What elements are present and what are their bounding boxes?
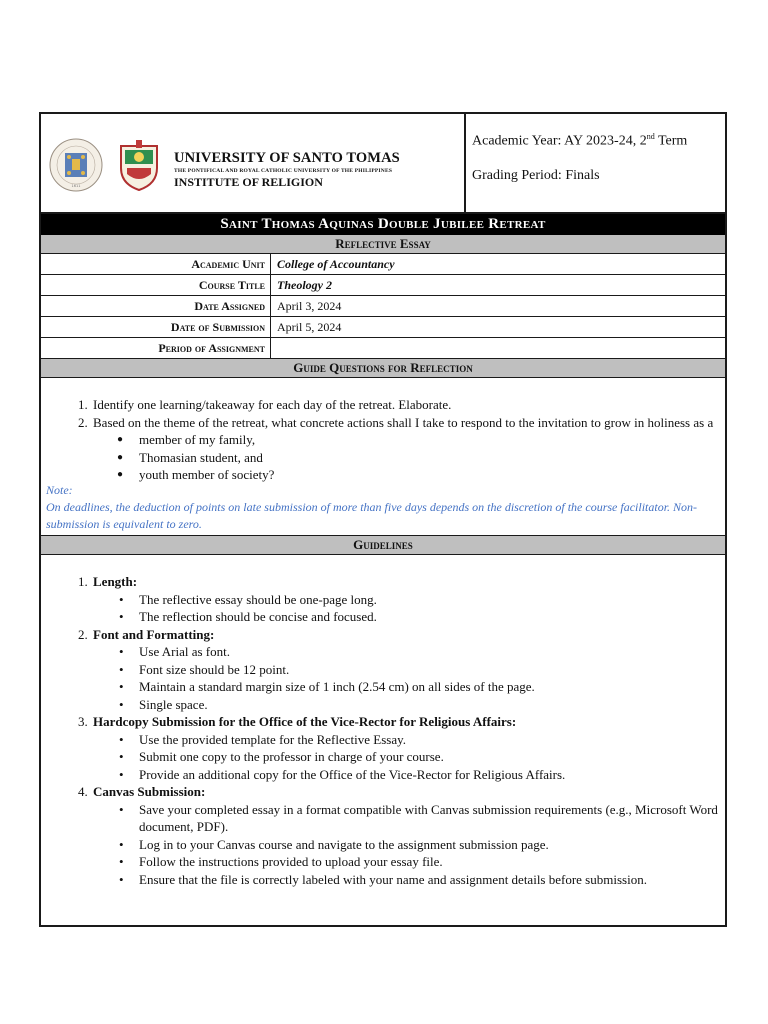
- list-item: • Single space.: [139, 696, 725, 714]
- note-text: On deadlines, the deduction of points on late submission of more than five days depends on the discretion of the course facilitator. Non-submission is equivalent to zero.: [46, 500, 698, 531]
- field-row-date-of-submission: [41, 317, 725, 338]
- essay-subtitle: Reflective Essay: [41, 235, 725, 254]
- field-value: Theology 2: [277, 278, 332, 292]
- field-label: Course Title: [41, 275, 271, 295]
- info-table: [41, 254, 725, 359]
- list-item: • Submit one copy to the professor in charge of your course.: [139, 748, 725, 766]
- header-period-info: [466, 114, 725, 212]
- list-item: • Provide an additional copy for the Office of the Vice-Rector for Religious Affairs.: [139, 766, 725, 784]
- document-form: [39, 112, 727, 927]
- field-value: College of Accountancy: [277, 257, 395, 271]
- header: [41, 114, 725, 214]
- list-item: 2. Based on the theme of the retreat, what concrete actions shall I take to respond to the invitation to grow in holiness as a ● member of my family, ● Thomasian student, and ● youth member of society?: [91, 414, 725, 484]
- list-item: ● youth member of society?: [139, 466, 725, 484]
- list-item: • Log in to your Canvas course and navigate to the assignment submission page.: [139, 836, 725, 854]
- header-branding: [41, 114, 466, 212]
- list-item: 2. Font and Formatting: • Use Arial as font. • Font size should be 12 point. • Maintain a standard margin size of 1 inch (2.54 cm) on all sides of the page. • Single space.: [91, 626, 725, 714]
- list-item: • Maintain a standard margin size of 1 inch (2.54 cm) on all sides of the page.: [139, 678, 725, 696]
- guidelines-heading: Guidelines: [41, 535, 725, 555]
- guide-questions-heading: Guide Questions for Reflection: [41, 359, 725, 378]
- university-name: UNIVERSITY OF SANTO TOMAS: [174, 150, 400, 166]
- list-item: 3. Hardcopy Submission for the Office of the Vice-Rector for Religious Affairs: • Use the provided template for the Reflective Essay. • Submit one copy to the professor in charge of your course. • Provide an additional copy for the Office of the Vice-Rector for Religious Affairs.: [91, 713, 725, 783]
- list-item: 1. Identify one learning/takeaway for each day of the retreat. Elaborate.: [91, 396, 725, 414]
- guidelines-section: [41, 555, 725, 888]
- university-subtitle: THE PONTIFICAL AND ROYAL CATHOLIC UNIVERSITY OF THE PHILIPPINES: [174, 168, 393, 174]
- field-value: April 3, 2024: [277, 299, 342, 313]
- list-item: • Save your completed essay in a format compatible with Canvas submission requirements (e.g., Microsoft Word document, PDF).: [139, 801, 725, 836]
- field-label: Period of Assignment: [41, 338, 271, 358]
- institute-crest-logo: [117, 138, 161, 192]
- list-item: 1. Length: • The reflective essay should be one-page long. • The reflection should be concise and focused.: [91, 573, 725, 626]
- list-item: • Font size should be 12 point.: [139, 661, 725, 679]
- list-item: • Use the provided template for the Reflective Essay.: [139, 731, 725, 749]
- university-seal-logo: [49, 138, 103, 192]
- field-label: Date of Submission: [41, 317, 271, 337]
- list-item: • Ensure that the file is correctly labeled with your name and assignment details before submission.: [139, 871, 725, 889]
- field-value: [271, 338, 277, 358]
- list-item: • Use Arial as font.: [139, 643, 725, 661]
- field-row-period-of-assignment: [41, 338, 725, 359]
- guide-questions-section: [41, 378, 725, 482]
- list-item: • Follow the instructions provided to upload your essay file.: [139, 853, 725, 871]
- field-value: April 5, 2024: [277, 320, 342, 334]
- field-row-course-title: [41, 275, 725, 296]
- field-label: Date Assigned: [41, 296, 271, 316]
- grading-period: Grading Period: Finals: [472, 167, 600, 183]
- deadline-note: [41, 482, 725, 533]
- field-row-academic-unit: [41, 254, 725, 275]
- field-row-date-assigned: [41, 296, 725, 317]
- note-label: Note:: [46, 483, 73, 497]
- list-item: ● Thomasian student, and: [139, 449, 725, 467]
- academic-year: Academic Year: AY 2023-24, 2nd Term: [472, 132, 688, 149]
- institute-name: INSTITUTE OF RELIGION: [174, 175, 323, 189]
- field-label: Academic Unit: [41, 254, 271, 274]
- list-item: 4. Canvas Submission: • Save your completed essay in a format compatible with Canvas submission requirements (e.g., Microsoft Word document, PDF). • Log in to your Canvas course and navigate to the assignment submission page. • Follow the instructions provided to upload your essay file. • Ensure that the file is correctly labeled with your name and assignment details before submission.: [91, 783, 725, 888]
- svg-text:1611: 1611: [71, 184, 81, 188]
- list-item: ● member of my family,: [139, 431, 725, 449]
- retreat-title: Saint Thomas Aquinas Double Jubilee Retreat: [41, 214, 725, 235]
- list-item: • The reflective essay should be one-page long.: [139, 591, 725, 609]
- list-item: • The reflection should be concise and focused.: [139, 608, 725, 626]
